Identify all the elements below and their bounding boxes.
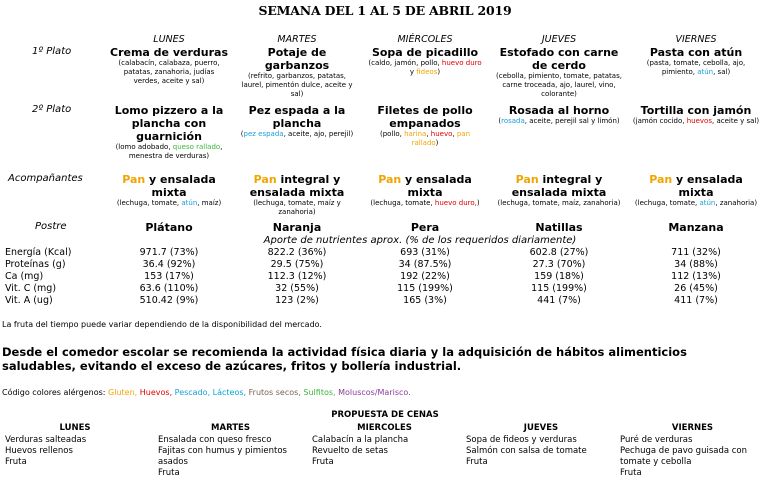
dish-ingredients <box>494 117 624 126</box>
dish-ingredients <box>494 199 624 208</box>
nutrient-label: Ca (mg) <box>5 271 44 282</box>
ingredient-text: (pasta, tomate, cebolla, ajo, pimiento, <box>646 59 746 76</box>
acompanante-thursday <box>494 173 624 208</box>
dish-name: Naranja <box>272 221 322 234</box>
segundo-plato-wednesday <box>366 104 484 148</box>
dish-ingredients <box>110 143 228 161</box>
dish-name: Potaje de garbanzos <box>264 46 330 72</box>
allergen-separator: , <box>169 388 173 397</box>
ingredient-text: ) <box>476 199 480 207</box>
dish-name: Plátano <box>145 221 193 234</box>
ingredient-text: , aceite, perejil sal y limón) <box>524 117 620 125</box>
dish-name-rest: y ensalada mixta <box>672 173 743 199</box>
dish-name <box>366 173 484 199</box>
cena-item: Huevos rellenos <box>5 446 73 456</box>
postre-tuesday <box>238 221 356 234</box>
dish-ingredients <box>366 59 484 77</box>
primer-plato-monday <box>110 46 228 86</box>
segundo-plato-friday <box>632 104 760 126</box>
dish-ingredients <box>632 199 760 208</box>
ingredient-text: , aceite y sal) <box>712 117 760 125</box>
cena-item: Sopa de fideos y verduras <box>466 435 577 445</box>
allergen-separator: , <box>207 388 211 397</box>
nutrient-label: Energía (Kcal) <box>5 247 72 258</box>
row-label-segundo-plato: 2º Plato <box>32 104 72 115</box>
cena-item: Verduras salteadas <box>5 435 87 445</box>
dish-ingredients <box>632 117 760 126</box>
allergen-separator: , <box>333 388 336 397</box>
fruit-note: La fruta del tiempo puede variar dependiendo de la disponibilidad del mercado. <box>2 320 322 329</box>
dish-name-rest: integral y ensalada mixta <box>511 173 607 199</box>
day-header-thursday: JUEVES <box>541 34 577 45</box>
nutrient-value: 34 (87.5%) <box>398 259 452 270</box>
allergen-gluten-word: Pan <box>649 173 673 186</box>
dish-name: Estofado con carne de cerdo <box>499 46 619 72</box>
ingredient-text: ( <box>240 130 244 138</box>
nutrient-value: 159 (18%) <box>534 271 584 282</box>
nutrient-value: 153 (17%) <box>144 271 194 282</box>
postre-wednesday <box>366 221 484 234</box>
ingredient-text: huevo duro <box>441 59 482 67</box>
nutrient-value: 971.7 (73%) <box>139 247 199 258</box>
ingredient-text: (lomo adobado, <box>115 143 173 151</box>
dish-name: Filetes de pollo empanados <box>377 104 473 130</box>
ingredient-text: , menestra de verduras) <box>128 143 223 160</box>
ingredient-text: pez espada <box>243 130 284 138</box>
ingredient-text: , <box>426 130 431 138</box>
ingredient-text: (lechuga, tomate, maíz y zanahoria) <box>253 199 341 216</box>
allergen-gluten-word: Pan <box>515 173 539 186</box>
acompanante-monday <box>110 173 228 208</box>
cena-item: Pechuga de pavo guisada con tomate y cebolla <box>620 446 748 467</box>
nutrient-value: 822.2 (36%) <box>267 247 327 258</box>
ingredient-text: atún <box>699 199 716 207</box>
nutrient-label: Vit. C (mg) <box>5 283 57 294</box>
nutrient-label: Vit. A (ug) <box>5 295 53 306</box>
dish-name: Sopa de picadillo <box>371 46 479 59</box>
ingredient-text: (cebolla, pimiento, tomate, patatas, carne troceada, ajo, laurel, vino, colorante) <box>496 72 622 98</box>
cena-list-thursday <box>466 435 616 468</box>
nutrient-value: 112 (13%) <box>671 271 721 282</box>
nutrient-value: 36.4 (92%) <box>142 259 196 270</box>
dish-name: Natillas <box>535 221 583 234</box>
nutrient-value: 32 (55%) <box>275 283 319 294</box>
cena-list-monday <box>5 435 145 468</box>
nutrients-caption: Aporte de nutrientes aprox. (% de los requeridos diariamente) <box>263 235 577 246</box>
cena-item: Fruta <box>466 457 488 467</box>
postre-thursday <box>494 221 624 234</box>
dish-ingredients <box>366 199 484 208</box>
nutrient-value: 112.3 (12%) <box>267 271 327 282</box>
dish-name-rest: y ensalada mixta <box>145 173 216 199</box>
postre-friday <box>632 221 760 234</box>
ingredient-text: , sal) <box>713 68 731 76</box>
dish-ingredients <box>238 130 356 139</box>
page-title: SEMANA DEL 1 AL 5 DE ABRIL 2019 <box>258 3 512 18</box>
allergen-legend-label: Código colores alérgenos: <box>2 388 106 397</box>
ingredient-text: huevo duro, <box>434 199 477 207</box>
ingredient-text: (lechuga, tomate, <box>116 199 182 207</box>
nutrient-value: 123 (2%) <box>275 295 319 306</box>
ingredient-text: , maíz) <box>197 199 222 207</box>
dish-name: Pera <box>410 221 440 234</box>
ingredient-text: huevos <box>686 117 712 125</box>
cena-item: Revuelto de setas <box>312 446 388 456</box>
allergen-separator: , <box>243 388 247 397</box>
ingredient-text: ) <box>435 139 439 147</box>
nutrient-value: 34 (88%) <box>674 259 718 270</box>
cena-list-friday <box>620 435 765 479</box>
day-header-friday: VIERNES <box>675 34 717 45</box>
nutrient-value: 693 (31%) <box>400 247 450 258</box>
nutrient-value: 27.3 (70%) <box>532 259 586 270</box>
nutrient-label: Proteínas (g) <box>5 259 66 270</box>
cena-item: Ensalada con queso fresco <box>158 435 272 445</box>
cena-item: Fruta <box>5 457 27 467</box>
allergen-gluten-word: Pan <box>378 173 402 186</box>
row-label-primer-plato: 1º Plato <box>32 46 72 57</box>
segundo-plato-thursday <box>494 104 624 126</box>
cenas-title: PROPUESTA DE CENAS <box>331 410 439 420</box>
nutrient-value: 192 (22%) <box>400 271 450 282</box>
ingredient-text: (pollo, <box>379 130 405 138</box>
allergen-item: Lácteos <box>212 388 244 397</box>
ingredient-text: , zanahoria) <box>715 199 758 207</box>
nutrient-value: 63.6 (110%) <box>139 283 199 294</box>
cena-day-wednesday: MIERCOLES <box>357 423 412 433</box>
allergen-item: Pescado <box>174 388 208 397</box>
ingredient-text: harina <box>404 130 427 138</box>
dish-name: Pez espada a la plancha <box>248 104 346 130</box>
dish-ingredients <box>366 130 484 148</box>
allergen-legend <box>2 388 411 397</box>
acompanante-tuesday <box>238 173 356 217</box>
cena-item: Fajitas con humus y pimientos asados <box>158 446 287 467</box>
dish-name: Tortilla con jamón <box>640 104 752 117</box>
primer-plato-thursday <box>494 46 624 99</box>
ingredient-text: atún <box>697 68 714 76</box>
cena-day-monday: LUNES <box>59 423 91 433</box>
dish-ingredients <box>238 72 356 99</box>
nutrient-value: 411 (7%) <box>674 295 718 306</box>
dish-name-rest: integral y ensalada mixta <box>249 173 345 199</box>
row-label-postre: Postre <box>35 221 67 232</box>
dish-name: Manzana <box>668 221 724 234</box>
ingredient-text: rosada <box>501 117 525 125</box>
dish-ingredients <box>632 59 760 77</box>
allergen-separator: , <box>298 388 301 397</box>
ingredient-text: ( <box>498 117 502 125</box>
ingredient-text: (lechuga, tomate, maíz, zanahoria) <box>497 199 621 207</box>
acompanante-friday <box>632 173 760 208</box>
allergen-item: Gluten <box>108 388 135 397</box>
dish-ingredients <box>110 59 228 86</box>
ingredient-text: (lechuga, tomate, <box>370 199 435 207</box>
ingredient-text: huevo <box>430 130 453 138</box>
dish-name: Pasta con atún <box>649 46 743 59</box>
acompanante-wednesday <box>366 173 484 208</box>
allergen-separator: . <box>408 388 411 397</box>
ingredient-text: y <box>409 68 417 76</box>
dish-name <box>632 173 760 199</box>
cena-item: Puré de verduras <box>620 435 693 445</box>
ingredient-text: ) <box>437 68 441 76</box>
ingredient-text: pan rallado <box>411 130 471 147</box>
ingredient-text: atún <box>181 199 198 207</box>
recommendation-text: Desde el comedor escolar se recomienda la actividad física diaria y la adquisición de hábitos alimenticios saludables, evitando el exceso de azúcares, fritos y bollería industrial. <box>2 345 687 373</box>
nutrient-value: 510.42 (9%) <box>139 295 199 306</box>
allergen-gluten-word: Pan <box>253 173 277 186</box>
dish-name: Lomo pizzero a la plancha con guarnición <box>114 104 224 143</box>
dish-ingredients <box>238 199 356 217</box>
nutrient-value: 441 (7%) <box>537 295 581 306</box>
cena-list-tuesday <box>158 435 303 479</box>
nutrient-value: 26 (45%) <box>674 283 718 294</box>
ingredient-text: (jamón cocido, <box>632 117 687 125</box>
cena-item: Calabacín a la plancha <box>312 435 409 445</box>
ingredient-text: (lechuga, tomate, <box>634 199 700 207</box>
allergen-separator: , <box>134 388 138 397</box>
cena-day-friday: VIERNES <box>671 423 714 433</box>
ingredient-text: (calabacín, calabaza, puerro, patatas, zanahoria, judías verdes, aceite y sal) <box>118 59 220 85</box>
allergen-item: Huevos <box>139 388 170 397</box>
dish-ingredients <box>494 72 624 99</box>
ingredient-text: (caldo, jamón, pollo, <box>368 59 442 67</box>
day-header-wednesday: MIÉRCOLES <box>397 34 453 45</box>
cena-list-wednesday <box>312 435 457 468</box>
cena-day-thursday: JUEVES <box>523 423 559 433</box>
primer-plato-friday <box>632 46 760 77</box>
nutrient-value: 711 (32%) <box>671 247 721 258</box>
primer-plato-wednesday <box>366 46 484 77</box>
nutrient-value: 165 (3%) <box>403 295 447 306</box>
ingredient-text: queso rallado <box>172 143 221 151</box>
cena-item: Salmón con salsa de tomate <box>466 446 587 456</box>
cena-day-tuesday: MARTES <box>211 423 250 433</box>
dish-name <box>494 173 624 199</box>
allergen-item: Moluscos/Marisco <box>338 388 409 397</box>
nutrient-value: 29.5 (75%) <box>270 259 324 270</box>
allergen-item: Sulfitos <box>303 388 334 397</box>
nutrient-value: 115 (199%) <box>531 283 587 294</box>
segundo-plato-monday <box>110 104 228 161</box>
primer-plato-tuesday <box>238 46 356 99</box>
dish-name <box>238 173 356 199</box>
dish-ingredients <box>110 199 228 208</box>
cena-item: Fruta <box>620 468 642 478</box>
allergen-gluten-word: Pan <box>122 173 146 186</box>
row-label-acompanantes: Acompañantes <box>8 173 83 184</box>
ingredient-text: , aceite, ajo, perejil) <box>283 130 354 138</box>
cena-item: Fruta <box>312 457 334 467</box>
day-header-monday: LUNES <box>153 34 185 45</box>
cena-item: Fruta <box>158 468 180 478</box>
ingredient-text: fideos <box>416 68 438 76</box>
nutrient-value: 602.8 (27%) <box>529 247 589 258</box>
dish-name-rest: y ensalada mixta <box>401 173 472 199</box>
day-header-tuesday: MARTES <box>277 34 317 45</box>
dish-name <box>110 173 228 199</box>
ingredient-text: (refrito, garbanzos, patatas, laurel, pimentón dulce, aceite y sal) <box>241 72 353 98</box>
dish-name: Rosada al horno <box>508 104 610 117</box>
allergen-item: Frutos secos <box>248 388 299 397</box>
dish-name: Crema de verduras <box>110 46 228 59</box>
ingredient-text: , <box>452 130 457 138</box>
postre-monday <box>110 221 228 234</box>
nutrient-value: 115 (199%) <box>397 283 453 294</box>
segundo-plato-tuesday <box>238 104 356 139</box>
